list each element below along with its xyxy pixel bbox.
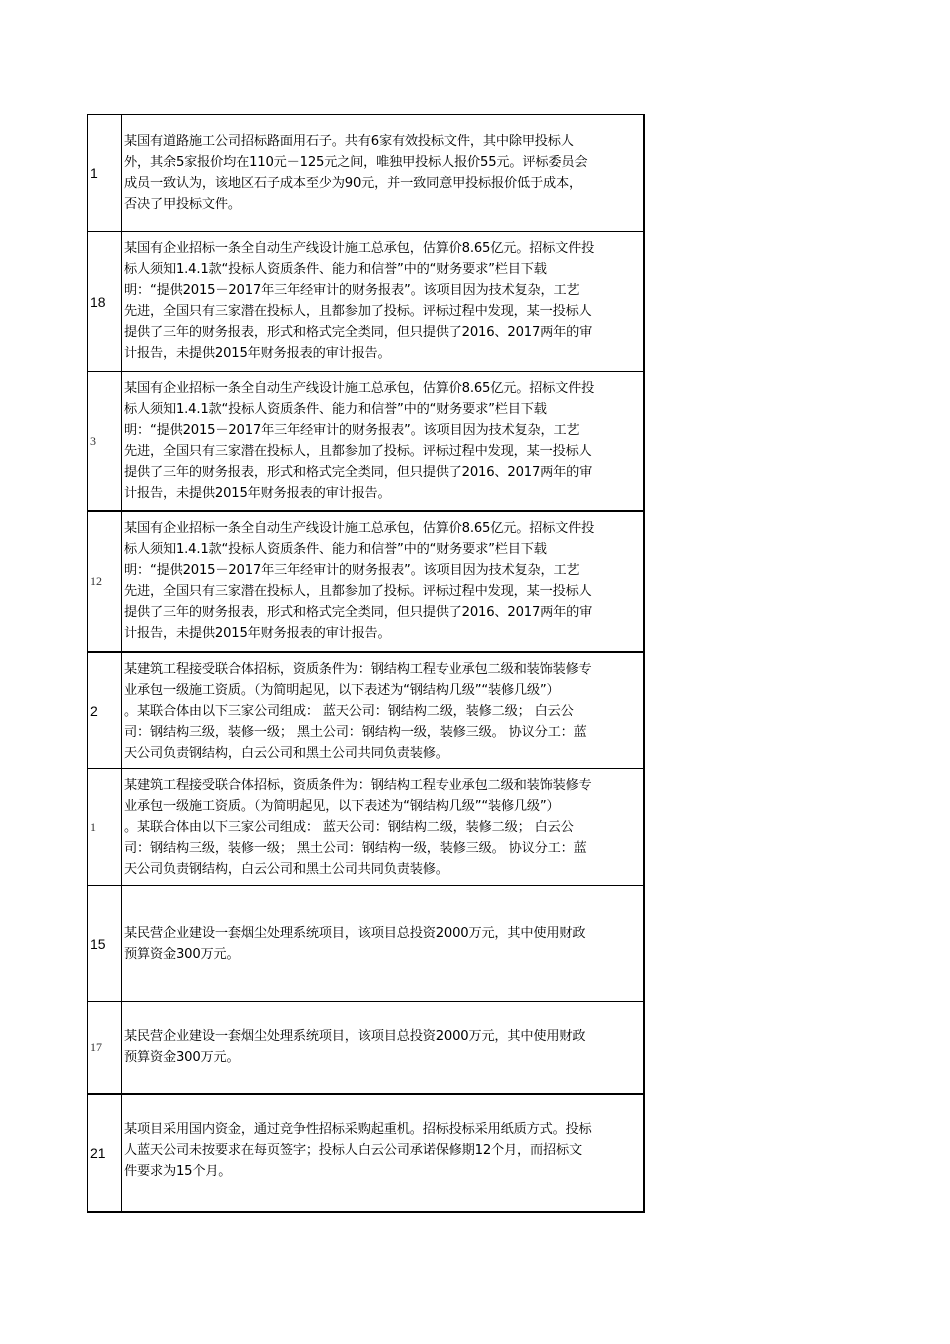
text-line: 先进，全国只有三家潜在投标人，且都参加了投标。评标过程中发现，某一投标人 [124,444,592,459]
text-line: 业承包一级施工资质。（为简明起见，以下表述为“钢结构几级”“装修几级”） [124,799,560,814]
table-row [88,232,643,372]
table-row [88,372,643,512]
text-line: 。某联合体由以下三家公司组成： 蓝天公司：钢结构二级，装修二级； 白云公 [124,704,574,719]
text-line: 天公司负责钢结构，白云公司和黑土公司共同负责装修。 [124,746,449,761]
text-line: 。某联合体由以下三家公司组成： 蓝天公司：钢结构二级，装修二级； 白云公 [124,820,574,835]
text-line: 明：“提供2015－2017年三年经审计的财务报表”。该项目因为技术复杂，工艺 [124,423,580,438]
text-line: 某民营企业建设一套烟尘处理系统项目，该项目总投资2000万元，其中使用财政 [124,1029,586,1044]
table-row [88,769,643,886]
text-line: 外，其余5家报价均在110元－125元之间，唯独甲投标人报价55元。评标委员会 [124,155,588,170]
text-line: 某民营企业建设一套烟尘处理系统项目，该项目总投资2000万元，其中使用财政 [124,926,586,941]
text-line: 某项目采用国内资金，通过竞争性招标采购起重机。招标投标采用纸质方式。投标 [124,1122,592,1137]
text-line: 某国有企业招标一条全自动生产线设计施工总承包，估算价8.65亿元。招标文件投 [124,521,595,536]
text-line: 预算资金300万元。 [124,1050,240,1065]
text-line: 司：钢结构三级，装修一级； 黑土公司：钢结构一级，装修三级。 协议分工：蓝 [124,725,587,740]
row-text [122,232,643,371]
row-text [122,115,643,231]
row-number: 17 [88,1002,122,1093]
text-line: 提供了三年的财务报表，形式和格式完全类同，但只提供了2016、2017两年的审 [124,325,593,340]
text-line: 成员一致认为，该地区石子成本至少为90元，并一致同意甲投标报价低于成本， [124,176,582,191]
text-line: 标人须知1.4.1款“投标人资质条件、能力和信誉”中的“财务要求”栏目下载 [124,542,547,557]
table-row [88,512,643,653]
text-line: 先进，全国只有三家潜在投标人，且都参加了投标。评标过程中发现，某一投标人 [124,584,592,599]
row-number: 15 [88,886,122,1001]
text-line: 某国有企业招标一条全自动生产线设计施工总承包，估算价8.65亿元。招标文件投 [124,241,595,256]
row-number: 18 [88,232,122,371]
text-line: 某国有企业招标一条全自动生产线设计施工总承包，估算价8.65亿元。招标文件投 [124,381,595,396]
row-text [122,512,643,651]
text-line: 某国有道路施工公司招标路面用石子。共有6家有效投标文件，其中除甲投标人 [124,134,574,149]
row-number: 12 [88,512,122,651]
text-line: 预算资金300万元。 [124,947,240,962]
text-line: 先进，全国只有三家潜在投标人，且都参加了投标。评标过程中发现，某一投标人 [124,304,592,319]
table-row [88,653,643,769]
row-number: 1 [88,115,122,231]
text-line: 明：“提供2015－2017年三年经审计的财务报表”。该项目因为技术复杂，工艺 [124,283,580,298]
row-text [122,653,643,768]
text-line: 某建筑工程接受联合体招标，资质条件为：钢结构工程专业承包二级和装饰装修专 [124,662,592,677]
row-text [122,1002,643,1093]
case-table [87,114,645,1213]
row-text [122,372,643,510]
text-line: 标人须知1.4.1款“投标人资质条件、能力和信誉”中的“财务要求”栏目下载 [124,262,547,277]
text-line: 计报告，未提供2015年财务报表的审计报告。 [124,346,391,361]
text-line: 提供了三年的财务报表，形式和格式完全类同，但只提供了2016、2017两年的审 [124,605,593,620]
row-text [122,886,643,1001]
table-row [88,115,643,232]
text-line: 明：“提供2015－2017年三年经审计的财务报表”。该项目因为技术复杂，工艺 [124,563,580,578]
row-number: 3 [88,372,122,510]
text-line: 标人须知1.4.1款“投标人资质条件、能力和信誉”中的“财务要求”栏目下载 [124,402,547,417]
text-line: 提供了三年的财务报表，形式和格式完全类同，但只提供了2016、2017两年的审 [124,465,593,480]
table-row [88,886,643,1002]
row-number: 1 [88,769,122,885]
text-line: 某建筑工程接受联合体招标，资质条件为：钢结构工程专业承包二级和装饰装修专 [124,778,592,793]
table-row [88,1095,643,1211]
text-line: 否决了甲投标文件。 [124,197,241,212]
text-line: 业承包一级施工资质。（为简明起见，以下表述为“钢结构几级”“装修几级”） [124,683,560,698]
text-line: 计报告，未提供2015年财务报表的审计报告。 [124,486,391,501]
text-line: 司：钢结构三级，装修一级； 黑土公司：钢结构一级，装修三级。 协议分工：蓝 [124,841,587,856]
text-line: 天公司负责钢结构，白云公司和黑土公司共同负责装修。 [124,862,449,877]
text-line: 计报告，未提供2015年财务报表的审计报告。 [124,626,391,641]
row-text [122,1095,643,1211]
text-line: 件要求为15个月。 [124,1164,232,1179]
row-number: 21 [88,1095,122,1211]
table-row [88,1002,643,1095]
text-line: 人蓝天公司未按要求在每页签字；投标人白云公司承诺保修期12个月，而招标文 [124,1143,582,1158]
row-number: 2 [88,653,122,768]
row-text [122,769,643,885]
